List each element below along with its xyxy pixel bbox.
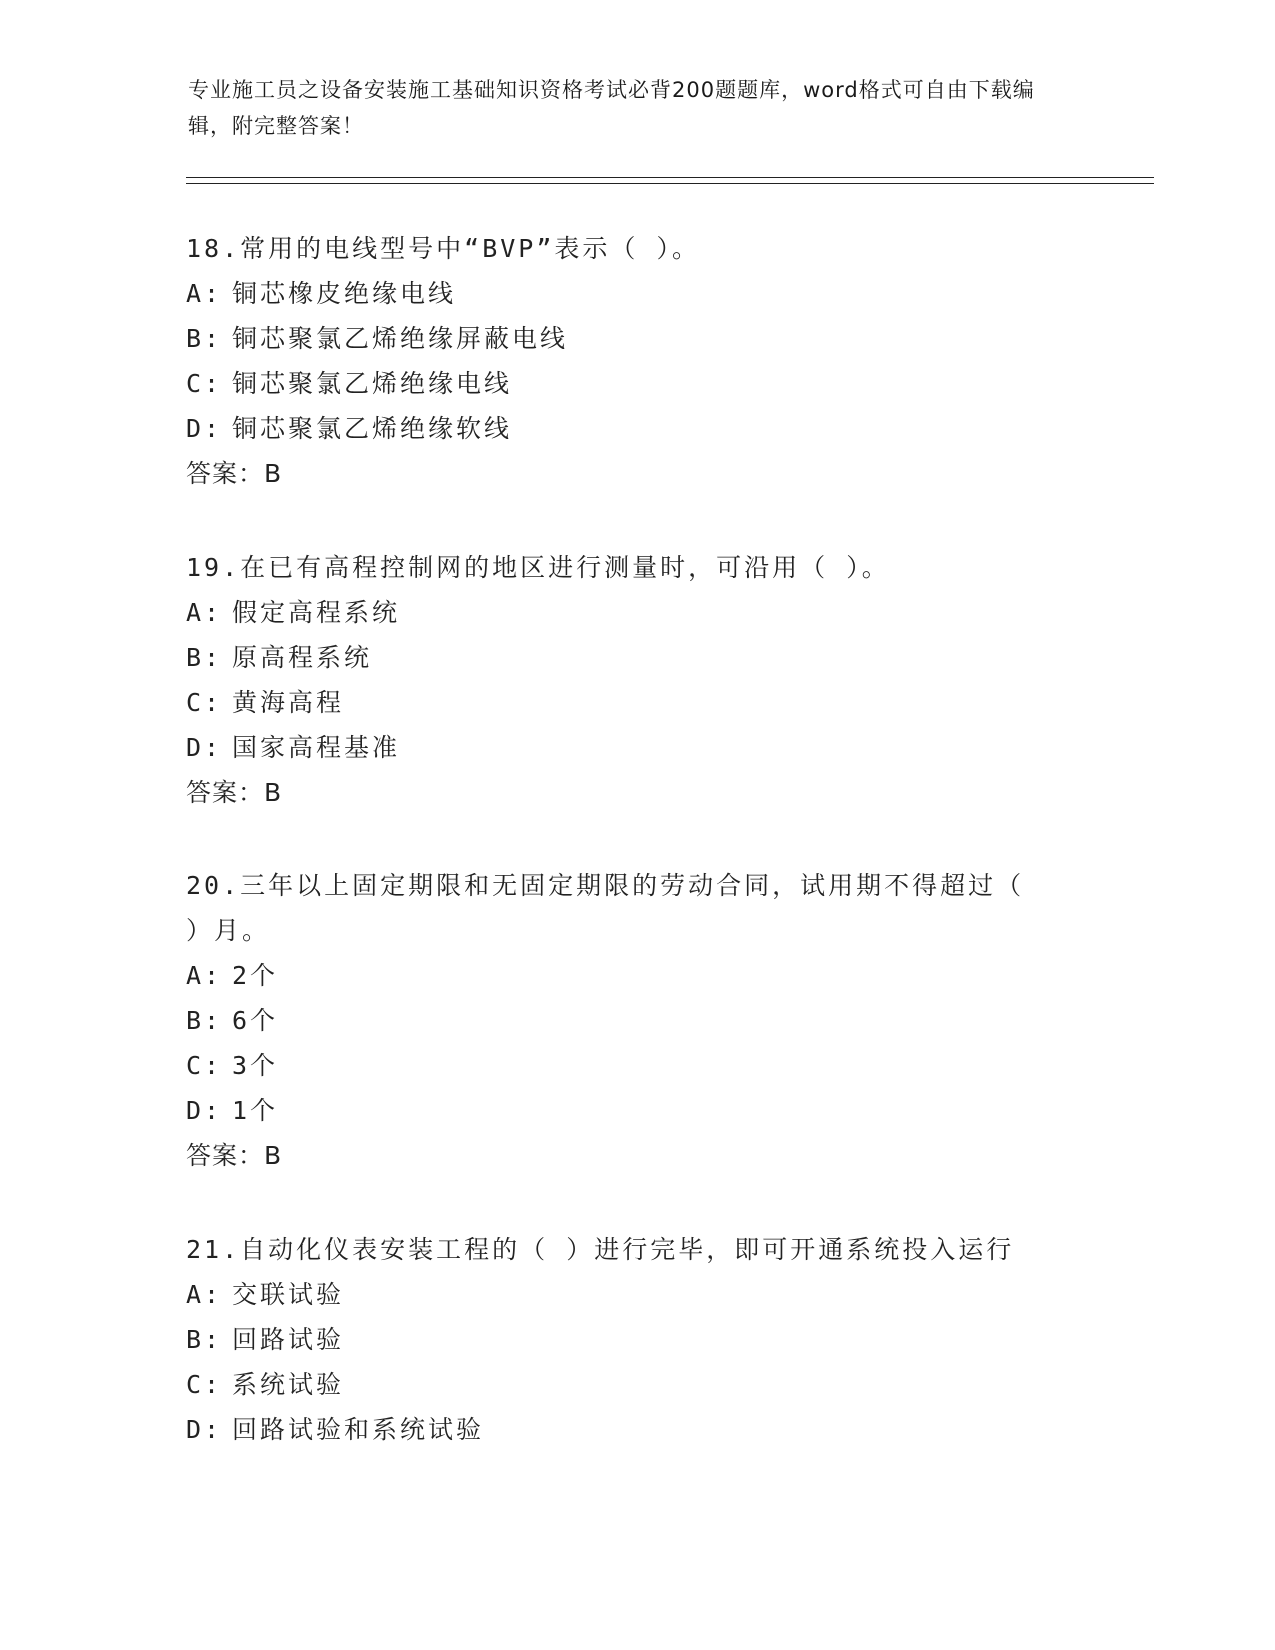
question-stem: 18.常用的电线型号中“BVP”表示（ ）。 bbox=[186, 234, 700, 263]
option-b: B: 原高程系统 bbox=[186, 643, 373, 672]
option-a: A: 铜芯橡皮绝缘电线 bbox=[186, 279, 457, 308]
option-b: B: 铜芯聚氯乙烯绝缘屏蔽电线 bbox=[186, 324, 569, 353]
question-stem: 20.三年以上固定期限和无固定期限的劳动合同，试用期不得超过（ ）月。 bbox=[186, 871, 1025, 945]
option-d: D: 国家高程基准 bbox=[186, 733, 401, 762]
option-c: C: 3个 bbox=[186, 1051, 279, 1080]
option-a: A: 2个 bbox=[186, 961, 279, 990]
option-d: D: 铜芯聚氯乙烯绝缘软线 bbox=[186, 414, 513, 443]
answer-label: 答案：B bbox=[186, 1141, 283, 1170]
question-stem: 21.自动化仪表安装工程的（ ）进行完毕，即可开通系统投入运行 bbox=[186, 1235, 1015, 1264]
option-c: C: 铜芯聚氯乙烯绝缘电线 bbox=[186, 369, 513, 398]
answer-label: 答案：B bbox=[186, 778, 283, 807]
option-d: D: 回路试验和系统试验 bbox=[186, 1415, 485, 1444]
answer-label: 答案：B bbox=[186, 459, 283, 488]
header-divider-top bbox=[186, 177, 1154, 178]
question-stem: 19.在已有高程控制网的地区进行测量时，可沿用（ ）。 bbox=[186, 553, 890, 582]
option-c: C: 黄海高程 bbox=[186, 688, 345, 717]
document-header: 专业施工员之设备安装施工基础知识资格考试必背200题题库，word格式可自由下载编辑，附完整答案！ bbox=[188, 78, 1035, 138]
header-divider-bottom bbox=[186, 183, 1154, 184]
option-d: D: 1个 bbox=[186, 1096, 279, 1125]
option-b: B: 回路试验 bbox=[186, 1325, 345, 1354]
question-20 bbox=[186, 863, 1046, 1179]
option-a: A: 交联试验 bbox=[186, 1280, 345, 1309]
option-a: A: 假定高程系统 bbox=[186, 598, 401, 627]
option-b: B: 6个 bbox=[186, 1006, 279, 1035]
question-19 bbox=[186, 545, 1086, 816]
question-21 bbox=[186, 1227, 1086, 1452]
option-c: C: 系统试验 bbox=[186, 1370, 345, 1399]
question-18 bbox=[186, 226, 1086, 497]
